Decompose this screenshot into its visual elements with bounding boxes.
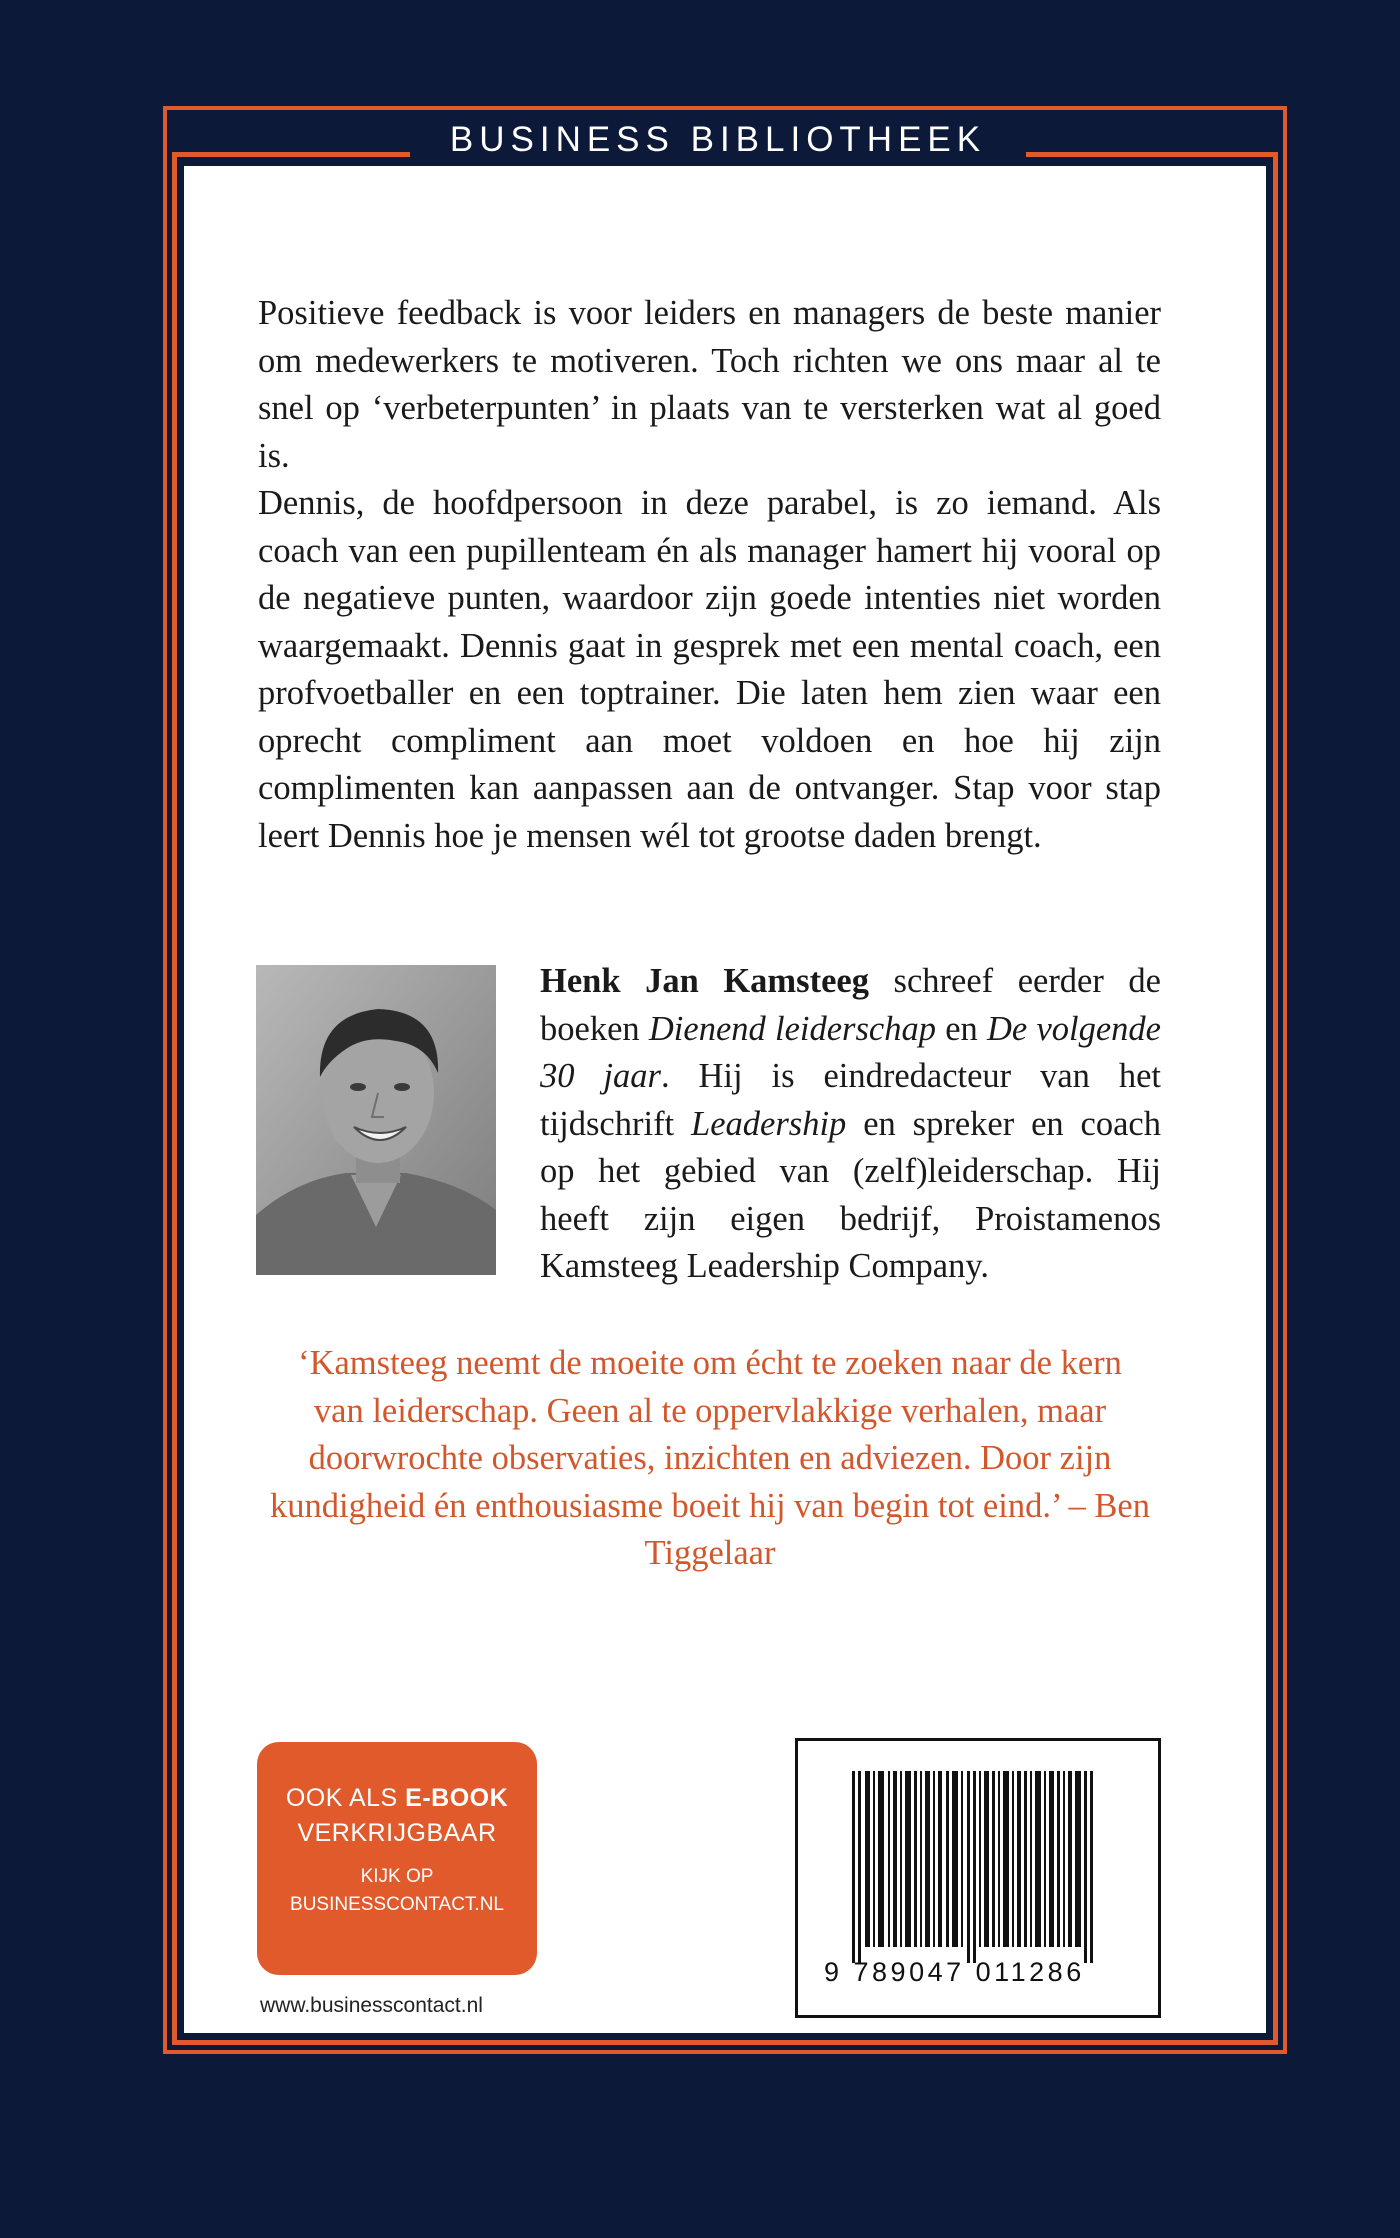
author-photo [256,965,496,1275]
author-bio-text: en spreker en coach op het gebied van (zelf)leiderschap. Hij heeft zijn eigen bedrijf, Proistamenos Kamsteeg Leadership Company. [540,1104,1161,1285]
endorsement-quote: ‘Kamsteeg neemt de moeite om écht te zoeken naar de kern van leiderschap. Geen al te oppervlakkige verhalen, maar doorwrochte observaties, inzichten en adviezen. Door zijn kundigheid én enthousiasme boeit hij van begin tot eind.’ – Ben Tiggelaar [270,1344,1150,1572]
isbn-number: 9 789047 011286 [824,1957,1085,1987]
ebook-badge-line: KIJK OP [360,1866,434,1887]
ebook-badge-bold: E-BOOK [405,1784,509,1812]
ebook-badge [257,1742,537,1975]
isbn-barcode [795,1738,1161,2018]
author-portrait-image [256,965,496,1275]
ebook-badge-text: OOK ALS [285,1784,406,1812]
book-title: Dienend leiderschap [648,1009,936,1048]
author-bio-text: en [935,1009,987,1048]
book-title: De volgende 30 jaar [540,1009,1161,1095]
author-bio-text: . Hij is eindredacteur van het tijdschrift [540,1057,1161,1143]
author-bio-text: schreef eerder de boeken [540,962,1161,1048]
author-bio [540,958,1161,1291]
magazine-title: Leadership [691,1104,847,1143]
back-cover-blurb [258,290,1161,860]
publisher-website: www.businesscontact.nl [260,1994,483,2017]
ebook-badge-line [257,1784,537,1813]
blurb-paragraph: Dennis, de hoofdpersoon in deze parabel, is zo iemand. Als coach van een pupillenteam én als manager hamert hij vooral op de negatieve punten, waardoor zijn goede intenties niet worden waargemaakt. Dennis gaat in gesprek met een mental coach, een profvoetballer en een toptrainer. Die laten hem zien waar een oprecht compliment aan moet voldoen en hoe hij zijn complimenten kan aanpassen aan de ontvanger. Stap voor stap leert Dennis hoe je mensen wél tot grootse daden brengt. [258,484,1161,855]
blurb-paragraph: Positieve feedback is voor leiders en managers de beste manier om medewerkers te motiveren. Toch richten we ons maar al te snel op ‘verbeterpunten’ in plaats van te versterken wat al goed is. [258,294,1161,475]
ebook-badge-url: BUSINESSCONTACT.NL [290,1894,504,1915]
author-name: Henk Jan Kamsteeg [540,962,869,1000]
series-title: BUSINESS BIBLIOTHEEK [410,114,1026,166]
ebook-badge-line: VERKRIJGBAAR [297,1819,497,1847]
